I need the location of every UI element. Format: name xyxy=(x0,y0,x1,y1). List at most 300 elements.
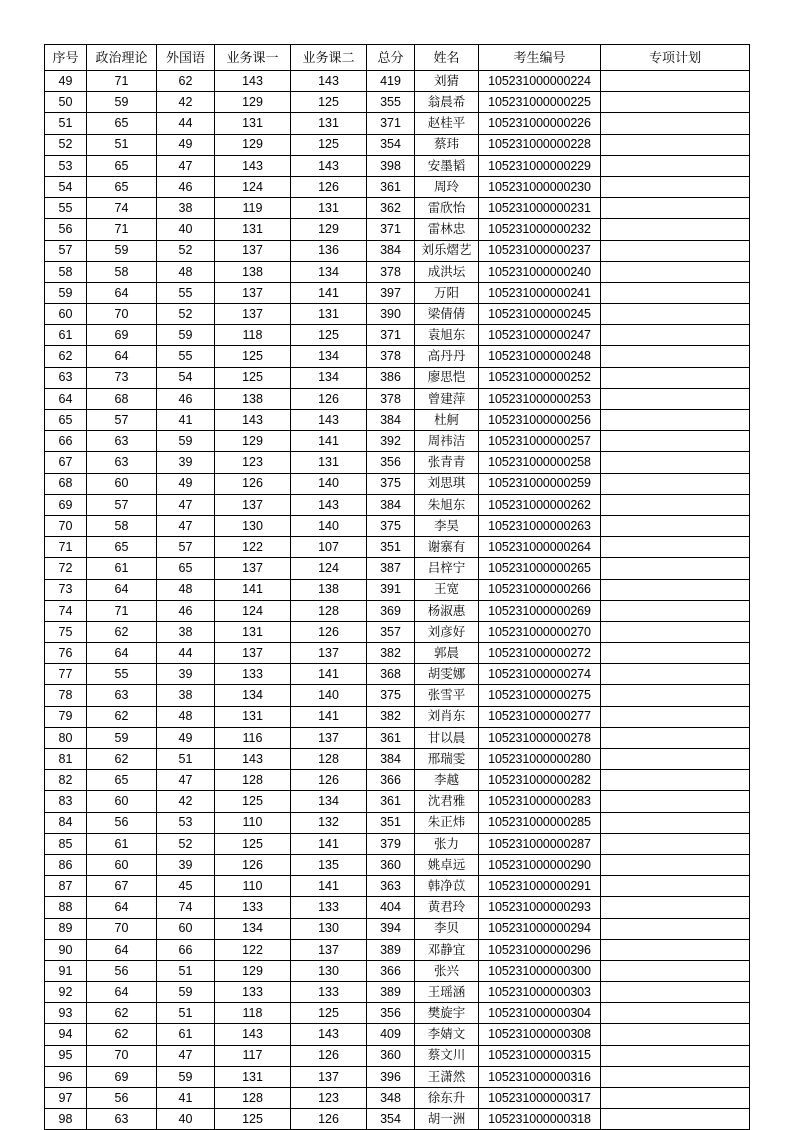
cell-major-one: 137 xyxy=(215,558,291,579)
cell-total: 384 xyxy=(367,240,415,261)
cell-special-plan xyxy=(601,155,750,176)
cell-politics: 70 xyxy=(87,918,157,939)
cell-exam-number: 105231000000259 xyxy=(479,473,601,494)
table-row xyxy=(45,198,750,219)
column-header-major-two: 业务课二 xyxy=(291,45,367,71)
cell-major-one: 138 xyxy=(215,388,291,409)
cell-major-one: 118 xyxy=(215,325,291,346)
cell-name: 蔡玮 xyxy=(415,134,479,155)
cell-major-two: 131 xyxy=(291,198,367,219)
cell-special-plan xyxy=(601,770,750,791)
cell-special-plan xyxy=(601,282,750,303)
cell-name: 谢寨有 xyxy=(415,537,479,558)
cell-name: 张雪平 xyxy=(415,685,479,706)
cell-special-plan xyxy=(601,960,750,981)
cell-foreign-language: 51 xyxy=(157,1003,215,1024)
cell-special-plan xyxy=(601,812,750,833)
table-row xyxy=(45,770,750,791)
cell-major-one: 131 xyxy=(215,1066,291,1087)
cell-major-two: 126 xyxy=(291,176,367,197)
table-row xyxy=(45,558,750,579)
cell-total: 354 xyxy=(367,134,415,155)
cell-special-plan xyxy=(601,304,750,325)
cell-name: 韩净苡 xyxy=(415,876,479,897)
cell-politics: 73 xyxy=(87,367,157,388)
cell-special-plan xyxy=(601,854,750,875)
cell-exam-number: 105231000000300 xyxy=(479,960,601,981)
table-row xyxy=(45,1066,750,1087)
cell-major-two: 126 xyxy=(291,1109,367,1130)
cell-index: 67 xyxy=(45,452,87,473)
cell-major-one: 138 xyxy=(215,261,291,282)
table-row xyxy=(45,219,750,240)
cell-special-plan xyxy=(601,749,750,770)
cell-exam-number: 105231000000287 xyxy=(479,833,601,854)
column-header-total: 总分 xyxy=(367,45,415,71)
cell-index: 72 xyxy=(45,558,87,579)
cell-exam-number: 105231000000317 xyxy=(479,1088,601,1109)
cell-special-plan xyxy=(601,918,750,939)
cell-exam-number: 105231000000272 xyxy=(479,643,601,664)
cell-index: 77 xyxy=(45,664,87,685)
cell-exam-number: 105231000000285 xyxy=(479,812,601,833)
cell-name: 李贝 xyxy=(415,918,479,939)
cell-total: 360 xyxy=(367,854,415,875)
cell-special-plan xyxy=(601,664,750,685)
cell-major-one: 124 xyxy=(215,176,291,197)
table-row xyxy=(45,876,750,897)
cell-major-two: 134 xyxy=(291,791,367,812)
cell-special-plan xyxy=(601,388,750,409)
cell-total: 368 xyxy=(367,664,415,685)
cell-major-one: 134 xyxy=(215,918,291,939)
cell-major-one: 143 xyxy=(215,71,291,92)
cell-name: 李婧文 xyxy=(415,1024,479,1045)
cell-index: 64 xyxy=(45,388,87,409)
cell-major-one: 110 xyxy=(215,876,291,897)
cell-exam-number: 105231000000257 xyxy=(479,431,601,452)
cell-index: 63 xyxy=(45,367,87,388)
cell-total: 389 xyxy=(367,982,415,1003)
cell-total: 363 xyxy=(367,876,415,897)
table-row xyxy=(45,134,750,155)
cell-major-two: 135 xyxy=(291,854,367,875)
cell-name: 杨淑惠 xyxy=(415,600,479,621)
cell-foreign-language: 59 xyxy=(157,431,215,452)
cell-name: 刘肖东 xyxy=(415,706,479,727)
cell-special-plan xyxy=(601,876,750,897)
cell-major-two: 138 xyxy=(291,579,367,600)
cell-foreign-language: 74 xyxy=(157,897,215,918)
cell-politics: 71 xyxy=(87,219,157,240)
cell-foreign-language: 65 xyxy=(157,558,215,579)
cell-exam-number: 105231000000303 xyxy=(479,982,601,1003)
cell-name: 黄君玲 xyxy=(415,897,479,918)
cell-major-one: 125 xyxy=(215,791,291,812)
cell-exam-number: 105231000000308 xyxy=(479,1024,601,1045)
cell-name: 胡一洲 xyxy=(415,1109,479,1130)
cell-exam-number: 105231000000252 xyxy=(479,367,601,388)
cell-name: 朱正炜 xyxy=(415,812,479,833)
cell-exam-number: 105231000000228 xyxy=(479,134,601,155)
table-row xyxy=(45,1024,750,1045)
cell-major-two: 137 xyxy=(291,643,367,664)
cell-index: 83 xyxy=(45,791,87,812)
cell-politics: 60 xyxy=(87,854,157,875)
cell-major-two: 141 xyxy=(291,282,367,303)
cell-name: 周祎洁 xyxy=(415,431,479,452)
cell-exam-number: 105231000000224 xyxy=(479,71,601,92)
cell-major-two: 141 xyxy=(291,833,367,854)
cell-name: 李昊 xyxy=(415,515,479,536)
cell-index: 80 xyxy=(45,727,87,748)
cell-name: 廖思恺 xyxy=(415,367,479,388)
cell-politics: 55 xyxy=(87,664,157,685)
cell-index: 90 xyxy=(45,939,87,960)
cell-index: 94 xyxy=(45,1024,87,1045)
cell-major-two: 140 xyxy=(291,685,367,706)
cell-major-two: 140 xyxy=(291,515,367,536)
cell-total: 384 xyxy=(367,494,415,515)
cell-special-plan xyxy=(601,410,750,431)
cell-politics: 70 xyxy=(87,304,157,325)
cell-politics: 64 xyxy=(87,982,157,1003)
cell-exam-number: 105231000000253 xyxy=(479,388,601,409)
cell-name: 杜舸 xyxy=(415,410,479,431)
cell-index: 96 xyxy=(45,1066,87,1087)
cell-major-two: 136 xyxy=(291,240,367,261)
cell-total: 386 xyxy=(367,367,415,388)
cell-exam-number: 105231000000232 xyxy=(479,219,601,240)
cell-special-plan xyxy=(601,71,750,92)
cell-politics: 64 xyxy=(87,579,157,600)
cell-major-one: 110 xyxy=(215,812,291,833)
cell-index: 98 xyxy=(45,1109,87,1130)
table-row xyxy=(45,600,750,621)
cell-exam-number: 105231000000258 xyxy=(479,452,601,473)
cell-major-one: 125 xyxy=(215,367,291,388)
cell-major-two: 133 xyxy=(291,982,367,1003)
cell-name: 沈君雅 xyxy=(415,791,479,812)
cell-foreign-language: 40 xyxy=(157,219,215,240)
cell-foreign-language: 62 xyxy=(157,71,215,92)
cell-special-plan xyxy=(601,431,750,452)
table-header-row xyxy=(45,45,750,71)
cell-index: 68 xyxy=(45,473,87,494)
cell-total: 397 xyxy=(367,282,415,303)
cell-exam-number: 105231000000291 xyxy=(479,876,601,897)
cell-major-one: 133 xyxy=(215,982,291,1003)
cell-name: 郭晨 xyxy=(415,643,479,664)
cell-major-two: 141 xyxy=(291,664,367,685)
cell-index: 75 xyxy=(45,621,87,642)
cell-politics: 63 xyxy=(87,1109,157,1130)
cell-name: 蔡文川 xyxy=(415,1045,479,1066)
cell-major-one: 122 xyxy=(215,537,291,558)
cell-name: 雷欣怡 xyxy=(415,198,479,219)
cell-total: 398 xyxy=(367,155,415,176)
cell-major-two: 126 xyxy=(291,770,367,791)
cell-special-plan xyxy=(601,473,750,494)
cell-exam-number: 105231000000229 xyxy=(479,155,601,176)
cell-foreign-language: 60 xyxy=(157,918,215,939)
cell-exam-number: 105231000000240 xyxy=(479,261,601,282)
cell-exam-number: 105231000000283 xyxy=(479,791,601,812)
cell-exam-number: 105231000000256 xyxy=(479,410,601,431)
cell-major-two: 130 xyxy=(291,960,367,981)
cell-politics: 64 xyxy=(87,939,157,960)
cell-index: 58 xyxy=(45,261,87,282)
cell-exam-number: 105231000000318 xyxy=(479,1109,601,1130)
cell-name: 邢瑞雯 xyxy=(415,749,479,770)
cell-major-two: 137 xyxy=(291,727,367,748)
table-row xyxy=(45,706,750,727)
cell-foreign-language: 59 xyxy=(157,982,215,1003)
cell-politics: 57 xyxy=(87,494,157,515)
table-row xyxy=(45,71,750,92)
cell-foreign-language: 52 xyxy=(157,833,215,854)
cell-special-plan xyxy=(601,621,750,642)
cell-foreign-language: 41 xyxy=(157,1088,215,1109)
cell-index: 87 xyxy=(45,876,87,897)
cell-total: 371 xyxy=(367,325,415,346)
cell-name: 樊旋宇 xyxy=(415,1003,479,1024)
cell-total: 361 xyxy=(367,727,415,748)
cell-politics: 62 xyxy=(87,1003,157,1024)
cell-total: 348 xyxy=(367,1088,415,1109)
table-row xyxy=(45,579,750,600)
cell-total: 357 xyxy=(367,621,415,642)
cell-total: 375 xyxy=(367,515,415,536)
cell-total: 382 xyxy=(367,643,415,664)
cell-foreign-language: 59 xyxy=(157,1066,215,1087)
cell-index: 91 xyxy=(45,960,87,981)
cell-name: 王潇然 xyxy=(415,1066,479,1087)
cell-index: 81 xyxy=(45,749,87,770)
cell-exam-number: 105231000000275 xyxy=(479,685,601,706)
cell-major-one: 143 xyxy=(215,410,291,431)
cell-total: 356 xyxy=(367,452,415,473)
cell-name: 朱旭东 xyxy=(415,494,479,515)
cell-index: 49 xyxy=(45,71,87,92)
cell-politics: 65 xyxy=(87,770,157,791)
cell-total: 390 xyxy=(367,304,415,325)
cell-exam-number: 105231000000231 xyxy=(479,198,601,219)
cell-foreign-language: 40 xyxy=(157,1109,215,1130)
cell-special-plan xyxy=(601,1003,750,1024)
cell-foreign-language: 55 xyxy=(157,282,215,303)
cell-major-one: 133 xyxy=(215,897,291,918)
cell-politics: 65 xyxy=(87,537,157,558)
cell-foreign-language: 47 xyxy=(157,155,215,176)
cell-major-one: 143 xyxy=(215,1024,291,1045)
cell-foreign-language: 61 xyxy=(157,1024,215,1045)
cell-foreign-language: 47 xyxy=(157,770,215,791)
cell-exam-number: 105231000000316 xyxy=(479,1066,601,1087)
column-header-name: 姓名 xyxy=(415,45,479,71)
cell-foreign-language: 46 xyxy=(157,388,215,409)
cell-politics: 69 xyxy=(87,1066,157,1087)
cell-major-two: 130 xyxy=(291,918,367,939)
cell-exam-number: 105231000000296 xyxy=(479,939,601,960)
cell-major-one: 130 xyxy=(215,515,291,536)
cell-politics: 61 xyxy=(87,833,157,854)
cell-index: 53 xyxy=(45,155,87,176)
cell-special-plan xyxy=(601,897,750,918)
cell-major-one: 125 xyxy=(215,346,291,367)
cell-major-one: 129 xyxy=(215,92,291,113)
cell-special-plan xyxy=(601,600,750,621)
cell-special-plan xyxy=(601,219,750,240)
table-row xyxy=(45,240,750,261)
cell-major-two: 128 xyxy=(291,600,367,621)
cell-major-two: 141 xyxy=(291,706,367,727)
cell-index: 62 xyxy=(45,346,87,367)
cell-special-plan xyxy=(601,198,750,219)
cell-index: 66 xyxy=(45,431,87,452)
cell-politics: 56 xyxy=(87,812,157,833)
cell-exam-number: 105231000000237 xyxy=(479,240,601,261)
table-row xyxy=(45,431,750,452)
cell-foreign-language: 42 xyxy=(157,791,215,812)
cell-index: 82 xyxy=(45,770,87,791)
cell-name: 成洪坛 xyxy=(415,261,479,282)
cell-major-two: 126 xyxy=(291,388,367,409)
cell-total: 351 xyxy=(367,537,415,558)
cell-politics: 62 xyxy=(87,749,157,770)
cell-politics: 63 xyxy=(87,452,157,473)
cell-name: 刘乐熠艺 xyxy=(415,240,479,261)
cell-special-plan xyxy=(601,325,750,346)
cell-major-two: 125 xyxy=(291,134,367,155)
cell-exam-number: 105231000000315 xyxy=(479,1045,601,1066)
cell-exam-number: 105231000000270 xyxy=(479,621,601,642)
cell-exam-number: 105231000000269 xyxy=(479,600,601,621)
cell-politics: 60 xyxy=(87,791,157,812)
cell-exam-number: 105231000000294 xyxy=(479,918,601,939)
table-row xyxy=(45,494,750,515)
cell-major-two: 126 xyxy=(291,621,367,642)
cell-special-plan xyxy=(601,706,750,727)
cell-major-two: 124 xyxy=(291,558,367,579)
cell-name: 曾建萍 xyxy=(415,388,479,409)
cell-index: 52 xyxy=(45,134,87,155)
table-row xyxy=(45,791,750,812)
cell-major-two: 141 xyxy=(291,876,367,897)
cell-foreign-language: 44 xyxy=(157,643,215,664)
cell-total: 375 xyxy=(367,685,415,706)
cell-foreign-language: 52 xyxy=(157,240,215,261)
table-row xyxy=(45,155,750,176)
cell-major-one: 123 xyxy=(215,452,291,473)
cell-total: 360 xyxy=(367,1045,415,1066)
cell-special-plan xyxy=(601,982,750,1003)
cell-exam-number: 105231000000230 xyxy=(479,176,601,197)
cell-major-two: 134 xyxy=(291,261,367,282)
cell-major-one: 131 xyxy=(215,621,291,642)
cell-special-plan xyxy=(601,537,750,558)
table-header xyxy=(45,45,750,71)
cell-special-plan xyxy=(601,134,750,155)
table-row xyxy=(45,325,750,346)
cell-index: 54 xyxy=(45,176,87,197)
table-row xyxy=(45,473,750,494)
cell-foreign-language: 49 xyxy=(157,727,215,748)
cell-index: 88 xyxy=(45,897,87,918)
cell-major-two: 137 xyxy=(291,939,367,960)
table-row xyxy=(45,1109,750,1130)
cell-major-one: 131 xyxy=(215,706,291,727)
cell-foreign-language: 59 xyxy=(157,325,215,346)
cell-index: 79 xyxy=(45,706,87,727)
table-row xyxy=(45,918,750,939)
cell-politics: 68 xyxy=(87,388,157,409)
table-row xyxy=(45,812,750,833)
cell-foreign-language: 48 xyxy=(157,261,215,282)
cell-major-one: 128 xyxy=(215,770,291,791)
cell-index: 56 xyxy=(45,219,87,240)
cell-major-one: 126 xyxy=(215,473,291,494)
cell-major-one: 143 xyxy=(215,749,291,770)
table-row xyxy=(45,664,750,685)
cell-special-plan xyxy=(601,176,750,197)
table-row xyxy=(45,346,750,367)
table-row xyxy=(45,833,750,854)
cell-special-plan xyxy=(601,346,750,367)
cell-index: 76 xyxy=(45,643,87,664)
cell-name: 安墨韬 xyxy=(415,155,479,176)
cell-politics: 64 xyxy=(87,897,157,918)
cell-exam-number: 105231000000293 xyxy=(479,897,601,918)
cell-name: 甘以晨 xyxy=(415,727,479,748)
cell-total: 366 xyxy=(367,770,415,791)
cell-major-one: 128 xyxy=(215,1088,291,1109)
cell-name: 张青青 xyxy=(415,452,479,473)
cell-name: 雷林忠 xyxy=(415,219,479,240)
cell-name: 姚卓远 xyxy=(415,854,479,875)
table-row xyxy=(45,1088,750,1109)
cell-politics: 74 xyxy=(87,198,157,219)
cell-index: 70 xyxy=(45,515,87,536)
cell-special-plan xyxy=(601,727,750,748)
cell-name: 张力 xyxy=(415,833,479,854)
cell-special-plan xyxy=(601,494,750,515)
cell-major-two: 128 xyxy=(291,749,367,770)
table-row xyxy=(45,621,750,642)
cell-politics: 61 xyxy=(87,558,157,579)
cell-special-plan xyxy=(601,1045,750,1066)
cell-total: 391 xyxy=(367,579,415,600)
cell-major-one: 137 xyxy=(215,494,291,515)
cell-major-one: 118 xyxy=(215,1003,291,1024)
cell-major-one: 125 xyxy=(215,833,291,854)
cell-index: 57 xyxy=(45,240,87,261)
cell-foreign-language: 39 xyxy=(157,854,215,875)
cell-name: 邓静宜 xyxy=(415,939,479,960)
cell-name: 刘思琪 xyxy=(415,473,479,494)
cell-foreign-language: 46 xyxy=(157,600,215,621)
cell-major-two: 125 xyxy=(291,325,367,346)
cell-total: 396 xyxy=(367,1066,415,1087)
cell-major-one: 133 xyxy=(215,664,291,685)
score-table-container xyxy=(44,44,749,1130)
cell-special-plan xyxy=(601,92,750,113)
table-row xyxy=(45,960,750,981)
cell-exam-number: 105231000000245 xyxy=(479,304,601,325)
cell-total: 384 xyxy=(367,749,415,770)
cell-foreign-language: 41 xyxy=(157,410,215,431)
cell-foreign-language: 38 xyxy=(157,685,215,706)
